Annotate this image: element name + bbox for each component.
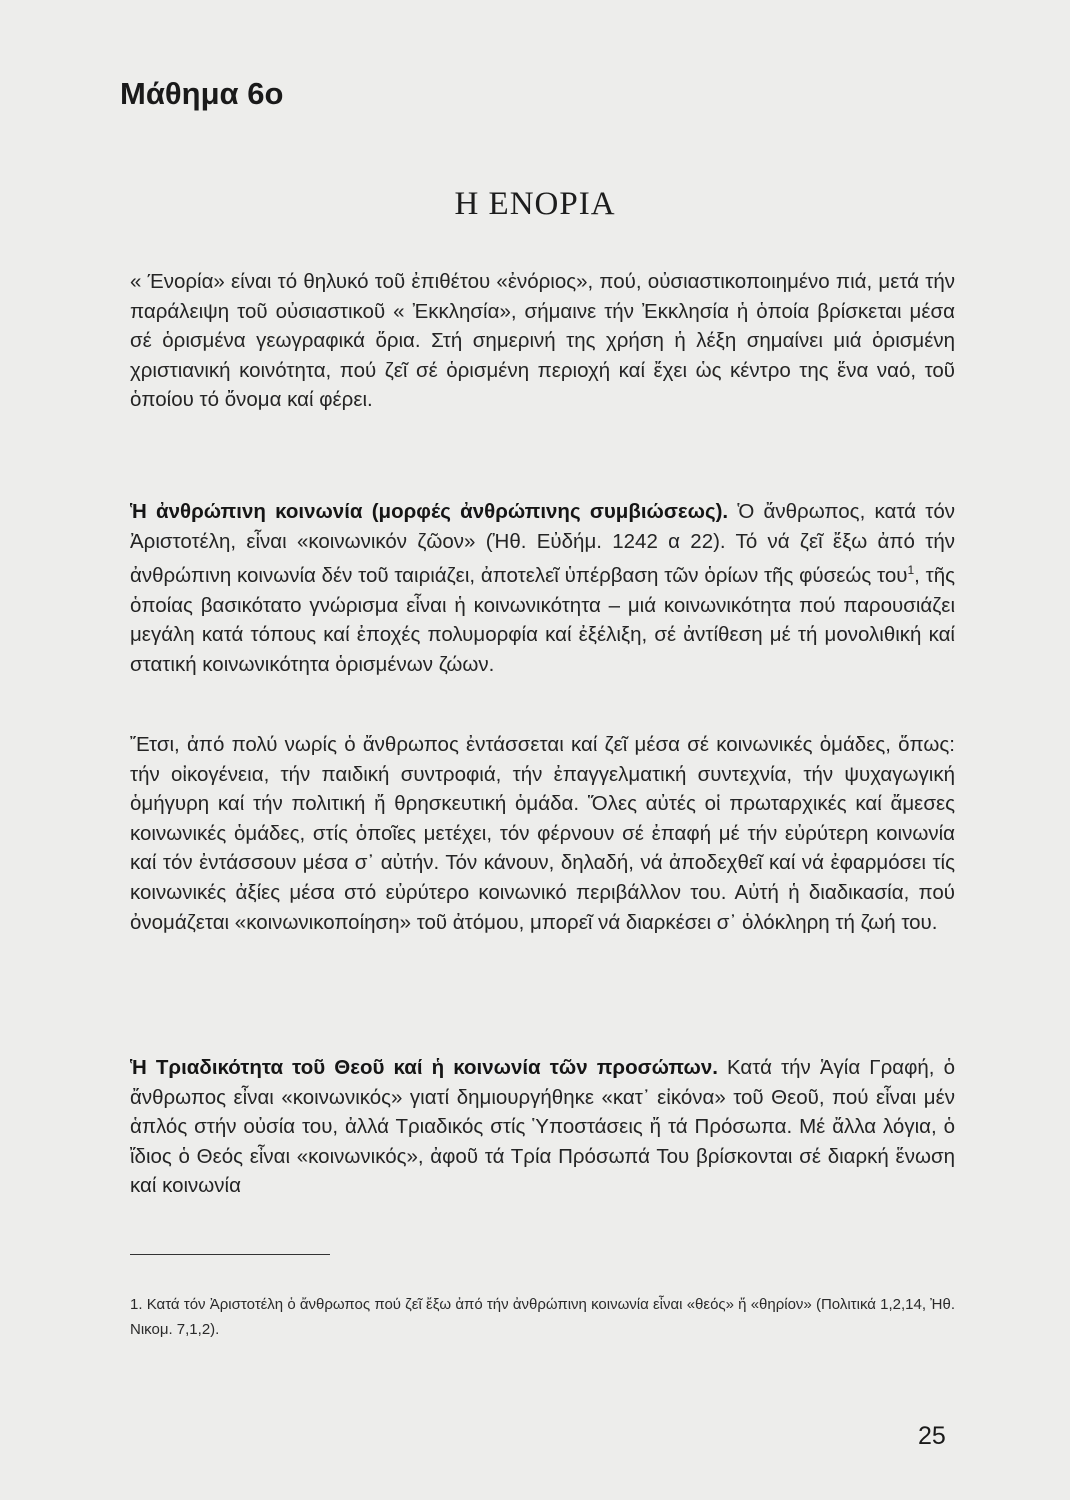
paragraph-definition: « Ένορία» είναι τό θηλυκό τοῦ ἐπιθέτου «ἐνόριος», πού, οὐσιαστικοποιημένο πιά, μετά τήν παράλειψη τοῦ οὐσιαστικοῦ « Ἐκκλησία», σήμαινε τήν Ἐκκλησία ἡ ὁποία βρίσκεται μέσα σέ ὁρισμένα γεωγραφικά ὅρια. Στή σημερινή της χρήση ἡ λέξη σημαίνει μιά ὁρισμένη χριστιανική κοινότητα, πού ζεῖ σέ ὁρισμένη περιοχή καί ἔχει ὡς κέντρο της ἕνα ναό, τοῦ ὁποίου τό ὄνομα καί φέρει.	[130, 270, 955, 412]
footnote-divider	[130, 1254, 330, 1255]
paragraph-social-groups: Ἔτσι, ἀπό πολύ νωρίς ὁ ἄνθρωπος ἐντάσσεται καί ζεῖ μέσα σέ κοινωνικές ὁμάδες, ὅπως: τήν οἰκογένεια, τήν παιδική συντροφιά, τήν ἐπαγγελματική συντεχνία, τήν ψυχαγωγική ὁμήγυρη καί τήν πολιτική ἤ θρησκευτική ὁμάδα. Ὅλες αὐτές οἱ πρωταρχικές καί ἄμεσες κοινωνικές ὁμάδες, στίς ὁποῖες μετέχει, τόν φέρνουν σέ ἐπαφή μέ τήν εὐρύτερη κοινωνία καί τόν ἐντάσσουν μέσα σ᾽ αὐτήν. Τόν κάνουν, δηλαδή, νά ἀποδεχθεῖ καί νά ἐφαρμόσει τίς κοινωνικές ἀξίες μέσα στό εὐρύτερο κοινωνικό περιβάλλον του. Αὐτή ἡ διαδικασία, πού ὀνομάζεται «κοινωνικοποίηση» τοῦ ἀτόμου, μπορεῖ νά διαρκέσει σ᾽ ὁλόκληρη τή ζωή του.	[130, 733, 955, 934]
paragraph-text: Ὁ ἄνθρωπος, κατά τόν Ἀριστοτέλη, εἶναι «κοινωνικόν ζῶον» (Ἠθ. Εὐδήμ. 1242 α 22). Τό νά ζεῖ ἔξω ἀπό τήν ἀνθρώπινη κοινωνία δέν τοῦ ταιριάζει, ἀποτελεῖ ὑπέρβαση τῶν ὁρίων τῆς φύσεώς του	[130, 500, 955, 588]
page-number: 25	[918, 1422, 946, 1450]
chapter-title: Η ΕΝΟΡΙΑ	[454, 186, 616, 222]
paragraph-trinity	[130, 1053, 955, 1201]
section-heading-trinity: Ἡ Τριαδικότητα τοῦ Θεοῦ καί ἡ κοινωνία τῶν προσώπων.	[130, 1056, 718, 1079]
paragraph-text: Κατά τήν Ἁγία Γραφή, ὁ ἄνθρωπος εἶναι «κοινωνικός» γιατί δημιουργήθηκε «κατ᾽ εἰκόνα» τοῦ Θεοῦ, πού εἶναι μέν ἁπλός στήν οὐσία του, ἀλλά Τριαδικός στίς Ὑποστάσεις ἤ τά Πρόσωπα. Μέ ἄλλα λόγια, ὁ ἴδιος ὁ Θεός εἶναι «κοινωνικός», ἀφοῦ τά Τρία Πρόσωπά Του βρίσκονται σέ διαρκή ἕνωση καί κοινωνία	[130, 1056, 955, 1198]
footnote: 1. Κατά τόν Ἀριστοτέλη ὁ ἄνθρωπος πού ζεῖ ἔξω ἀπό τήν ἀνθρώπινη κοινωνία εἶναι «θεός» ἤ «θηρίον» (Πολιτικά 1,2,14, Ἠθ. Νικομ. 7,1,2).	[130, 1296, 955, 1338]
footnote-reference: 1	[907, 563, 915, 578]
paragraph-text: , τῆς ὁποίας βασικότατο γνώρισμα εἶναι ἡ κοινωνικότητα – μιά κοινωνικότητα πού παρουσιάζει μεγάλη κατά τόπους καί ἐποχές πολυμορφία καί ἐξέλιξη, σέ ἀντίθεση μέ τή μονολιθική καί στατική κοινωνικότητα ὁρισμένων ζώων.	[130, 564, 955, 676]
lesson-heading: Μάθημα 6ο	[120, 76, 284, 111]
paragraph-human-society	[130, 497, 955, 679]
section-heading-human-society: Ἡ ἀνθρώπινη κοινωνία (μορφές ἀνθρώπινης συμβιώσεως).	[130, 500, 729, 523]
